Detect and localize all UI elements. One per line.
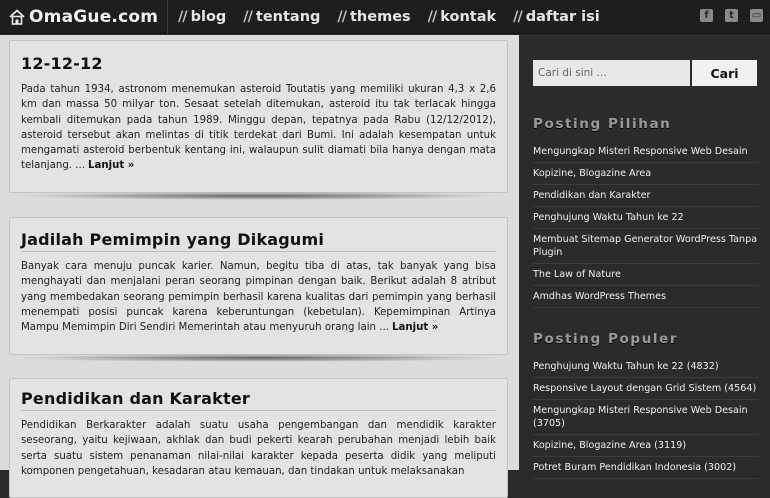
- nav-label: kontak: [440, 9, 497, 25]
- nav-blog[interactable]: [178, 9, 226, 25]
- list-item[interactable]: Mengungkap Misteri Responsive Web Desain: [533, 141, 759, 163]
- post-excerpt: [21, 259, 496, 335]
- list-item[interactable]: Membuat Sitemap Generator WordPress Tanpa Plugin: [533, 229, 759, 264]
- nav-tentang[interactable]: [243, 9, 320, 25]
- main-nav: [178, 0, 617, 34]
- nav-label: themes: [350, 9, 411, 25]
- search-input[interactable]: [533, 60, 690, 86]
- widget-title-populer: Posting Populer: [533, 331, 679, 347]
- nav-label: blog: [190, 9, 227, 25]
- post-card: [9, 40, 508, 193]
- excerpt-text: Banyak cara menuju puncak karier. Namun, begitu tiba di atas, tak banyak yang bisa menghayati dan menjalani peran seorang pimpinan dengan baik. Berikut adalah 8 atribut yang membedakan seorang pemimpin berhasil karena kualitas dari pemimpin yang berhasil menempati posisi puncak karena keberuntungan (kebetulan). Kepemimpinan Artinya Mampu Memimpin Diri Sendiri Memerintah atau menyuruh orang lain ...: [21, 261, 496, 334]
- post-card: [9, 217, 508, 355]
- list-item[interactable]: Responsive Layout dengan Grid Sistem (4564): [533, 378, 759, 400]
- search-form: [533, 60, 757, 86]
- feed-icon[interactable]: ▭: [751, 10, 762, 21]
- list-item[interactable]: Amdhas WordPress Themes: [533, 286, 759, 308]
- excerpt-text: Pada tahun 1934, astronom menemukan asteroid Toutatis yang memiliki ukuran 4,3 x 2,6 km dan massa 50 milyar ton. Sesaat setelah ditemukan, asteroid itu tak terlacak hingga kembali ditemukan pada tahun 1989. Minggu depan, tepatnya pada Rabu (12/12/2012), asteroid tersebut akan melintas di titik terdekat dari Bumi. Ini adalah kesempatan untuk mengamati asteroid berbentuk kentang ini, walaupun sulit diamati bila hanya dengan mata telanjang. ...: [21, 84, 496, 172]
- widget-title-pilihan: Posting Pilihan: [533, 116, 672, 132]
- list-item[interactable]: Penghujung Waktu Tahun ke 22: [533, 207, 759, 229]
- post-title[interactable]: 12-12-12: [21, 54, 103, 73]
- card-shadow: [14, 192, 502, 200]
- list-item[interactable]: Kopizine, Blogazine Area: [533, 163, 759, 185]
- nav-slash: //: [178, 9, 187, 25]
- post-card: [9, 378, 508, 498]
- excerpt-text: Pendidikan Berkarakter adalah suatu usaha pengembangan dan mendidik karakter seseorang, yaitu kejiwaan, akhlak dan budi pekerti kearah perubahan menjadi lebih baik serta suatu sistem penanaman nilai-nilai karakter kepada peserta didik yang meliputi komponen pengetahuan, kesadaran atau kemauan, dan tindakan untuk melaksanakan: [21, 420, 496, 477]
- nav-slash: //: [243, 9, 252, 25]
- list-item[interactable]: The Law of Nature: [533, 264, 759, 286]
- site-logo[interactable]: [8, 6, 158, 28]
- post-title[interactable]: Jadilah Pemimpin yang Dikagumi: [21, 230, 496, 252]
- card-shadow: [14, 354, 502, 362]
- site-header: [0, 0, 770, 34]
- home-icon: [8, 8, 26, 26]
- list-item[interactable]: Potret Buram Pendidikan Indonesia (3002): [533, 457, 759, 479]
- post-excerpt: [21, 82, 496, 174]
- search-button[interactable]: Cari: [690, 60, 757, 86]
- sidebar: [519, 35, 770, 473]
- list-item[interactable]: Pendidikan dan Karakter: [533, 185, 759, 207]
- nav-label: tentang: [255, 9, 321, 25]
- read-more-link[interactable]: Lanjut »: [391, 322, 439, 334]
- read-more-link[interactable]: Lanjut »: [87, 160, 135, 172]
- nav-slash: //: [337, 9, 346, 25]
- nav-slash: //: [427, 9, 437, 25]
- header-divider: [167, 0, 168, 34]
- nav-daftar-isi[interactable]: [513, 9, 600, 25]
- post-excerpt: [21, 418, 496, 479]
- post-title[interactable]: Pendidikan dan Karakter: [21, 389, 496, 411]
- nav-slash: //: [513, 9, 522, 25]
- list-item[interactable]: Mengungkap Misteri Responsive Web Desain (3705): [533, 400, 759, 435]
- logo-text: OmaGue.com: [29, 7, 159, 27]
- social-links: [688, 9, 763, 22]
- nav-kontak[interactable]: [428, 9, 497, 25]
- main-content: [0, 35, 519, 477]
- posting-populer-list: [533, 356, 759, 479]
- list-item[interactable]: Kopizine, Blogazine Area (3119): [533, 435, 759, 457]
- list-item[interactable]: Penghujung Waktu Tahun ke 22 (4832): [533, 356, 759, 378]
- nav-label: daftar isi: [525, 9, 600, 25]
- facebook-icon[interactable]: f: [700, 9, 713, 22]
- posting-pilihan-list: [533, 141, 759, 308]
- nav-themes[interactable]: [337, 9, 410, 25]
- twitter-icon[interactable]: t: [725, 9, 738, 22]
